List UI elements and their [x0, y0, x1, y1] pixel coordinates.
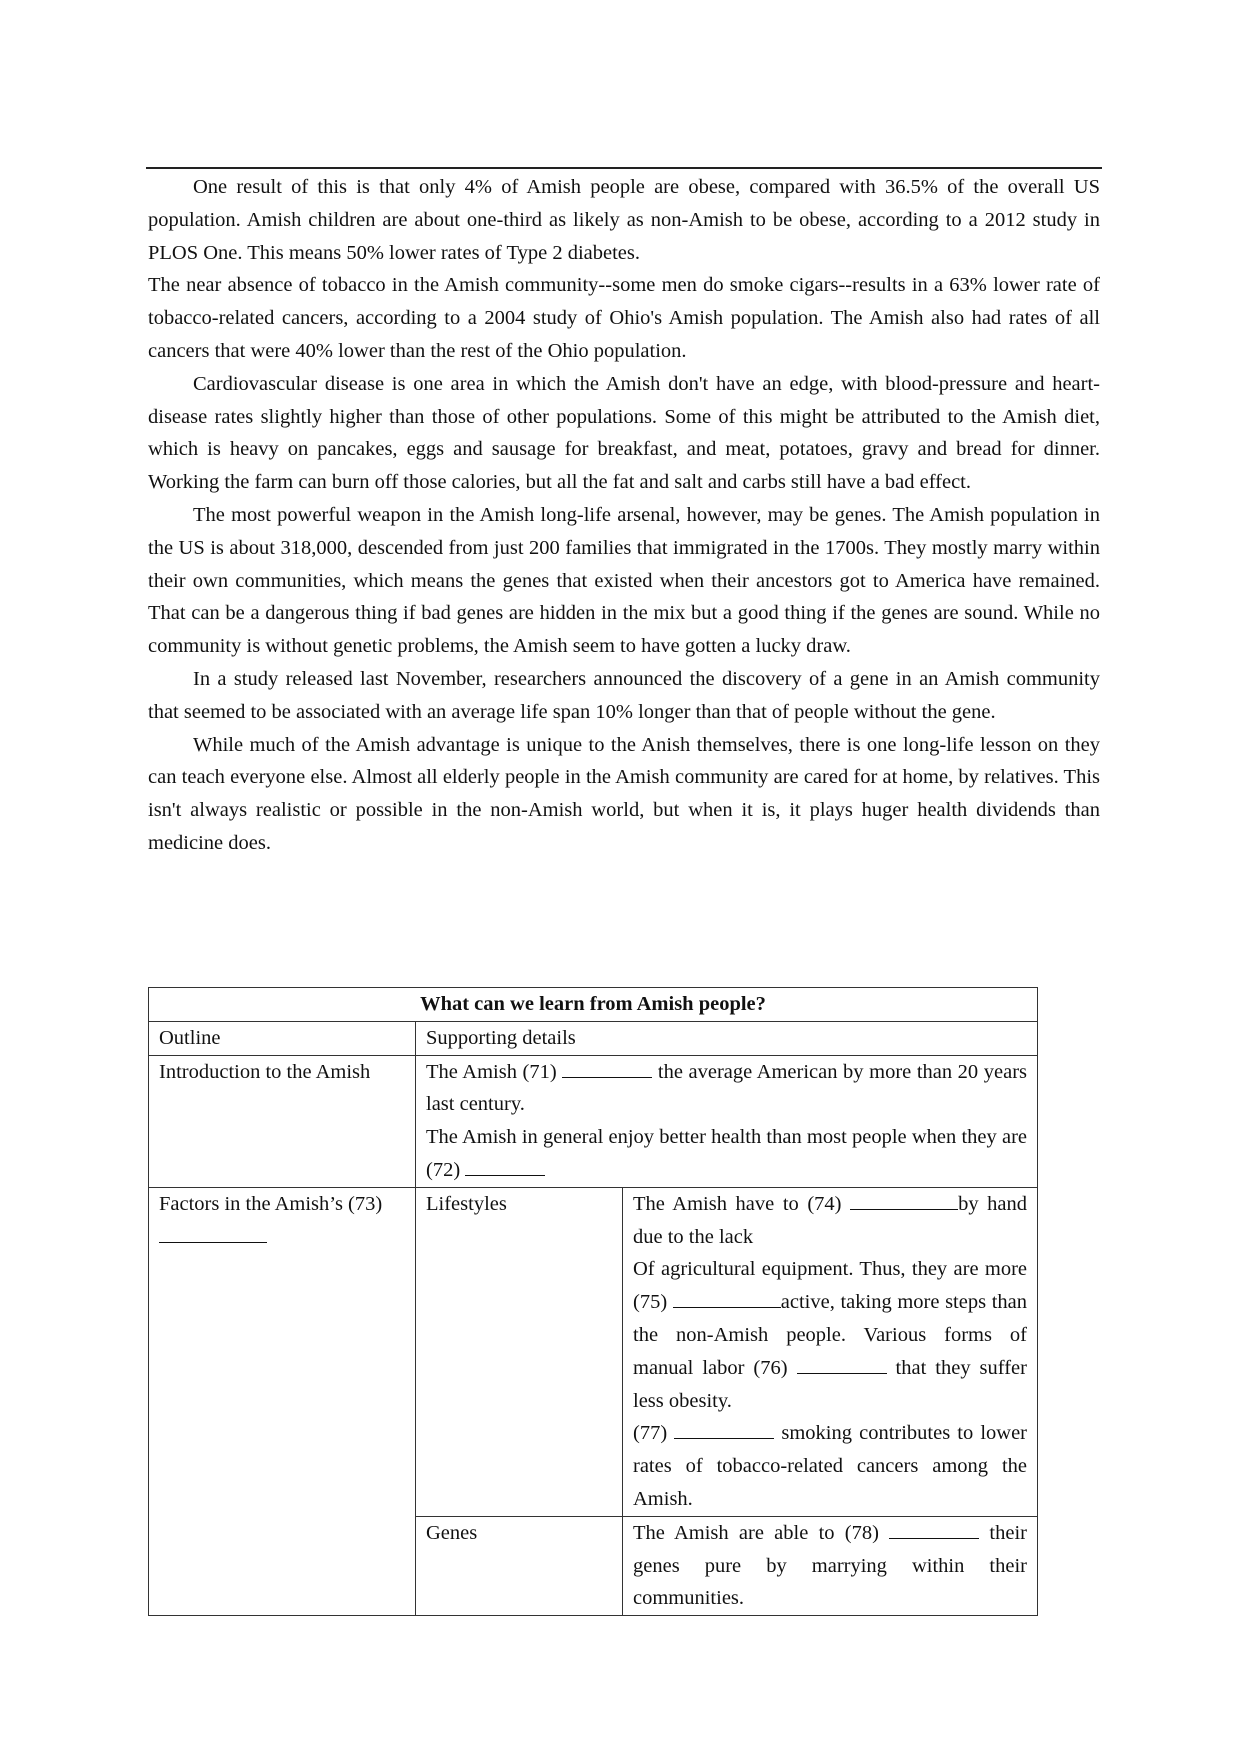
blank-76[interactable]	[797, 1353, 887, 1374]
blank-78[interactable]	[889, 1518, 979, 1539]
paragraph-4: The most powerful weapon in the Amish long-life arsenal, however, may be genes. The Amish population in the US is about 318,000, descended from just 200 families that immigrated in the 1700s. They mostly marry within their own communities, which means the genes that existed when their ancestors got to America have remained. That can be a dangerous thing if bad genes are hidden in the mix but a good thing if the genes are sound. While no community is without genetic problems, the Amish seem to have gotten a lucky draw.	[148, 503, 1100, 658]
reading-passage	[148, 171, 1100, 860]
blank-74-prefix: The Amish have to (74)	[633, 1192, 842, 1215]
blank-77-prefix: (77)	[633, 1422, 668, 1445]
paragraph-6: While much of the Amish advantage is unique to the Anish themselves, there is one long-life lesson on they can teach everyone else. Almost all elderly people in the Amish community are cared for at home, by relatives. This isn't always realistic or possible in the non-Amish world, but when it is, it plays huger health dividends than medicine does.	[148, 733, 1100, 854]
blank-72[interactable]	[465, 1155, 545, 1176]
genes-details	[623, 1516, 1038, 1615]
subheading-genes: Genes	[416, 1516, 623, 1615]
blank-74-suffix: by hand due to the lack	[633, 1192, 1027, 1248]
outline-factors	[149, 1187, 416, 1615]
subheading-lifestyles: Lifestyles	[416, 1187, 623, 1516]
blank-71[interactable]	[562, 1057, 652, 1078]
header-supporting-details: Supporting details	[416, 1021, 1038, 1055]
outline-introduction: Introduction to the Amish	[149, 1055, 416, 1187]
table-title-row	[149, 988, 1038, 1022]
blank-73[interactable]	[159, 1222, 267, 1243]
introduction-details	[416, 1055, 1038, 1187]
blank-75-suffix: active, taking more steps than the non-Amish people. Various forms of manual labor (76)	[633, 1291, 1027, 1379]
blank-75[interactable]	[673, 1287, 781, 1308]
paragraph-2: The near absence of tobacco in the Amish community--some men do smoke cigars--results in a 63% lower rate of tobacco-related cancers, according to a 2004 study of Ohio's Amish population. The Amish also had rates of all cancers that were 40% lower than the rest of the Ohio population.	[148, 274, 1100, 362]
blank-78-prefix: The Amish are able to (78)	[633, 1521, 879, 1544]
table-row	[149, 1055, 1038, 1187]
blank-74[interactable]	[850, 1189, 958, 1210]
blank-73-prefix: Factors in the Amish’s (73)	[159, 1192, 383, 1215]
outline-table	[148, 987, 1038, 1616]
blank-71-prefix: The Amish (71)	[426, 1060, 557, 1083]
blank-71-suffix: the average American by more than 20 years last century.	[426, 1060, 1028, 1116]
blank-77-suffix: smoking contributes to lower rates of tobacco-related cancers among the Amish.	[633, 1422, 1028, 1510]
paragraph-5: In a study released last November, researchers announced the discovery of a gene in an Amish community that seemed to be associated with an average life span 10% longer than that of people without the gene.	[148, 667, 1100, 723]
lifestyles-details	[623, 1187, 1038, 1516]
table-header-row	[149, 1021, 1038, 1055]
header-outline: Outline	[149, 1021, 416, 1055]
blank-77[interactable]	[674, 1418, 774, 1439]
paragraph-1: One result of this is that only 4% of Amish people are obese, compared with 36.5% of the overall US population. Amish children are about one-third as likely as non-Amish to be obese, according to a 2012 study in PLOS One. This means 50% lower rates of Type 2 diabetes.	[148, 176, 1100, 264]
blank-76-suffix: that they suffer less obesity.	[633, 1356, 1027, 1412]
blank-75-prefix: Of agricultural equipment. Thus, they are more (75)	[633, 1258, 1027, 1314]
paragraph-3: Cardiovascular disease is one area in which the Amish don't have an edge, with blood-pressure and heart-disease rates slightly higher than those of other populations. Some of this might be attributed to the Amish diet, which is heavy on pancakes, eggs and sausage for breakfast, and meat, potatoes, gravy and bread for dinner. Working the farm can burn off those calories, but all the fat and salt and carbs still have a bad effect.	[148, 372, 1100, 494]
blank-78-suffix: their genes pure by marrying within their communities.	[633, 1521, 1027, 1610]
blank-72-prefix: The Amish in general enjoy better health than most people when they are (72)	[426, 1126, 1027, 1181]
top-rule	[146, 167, 1102, 169]
table-title: What can we learn from Amish people?	[149, 988, 1038, 1022]
table-row	[149, 1187, 1038, 1516]
